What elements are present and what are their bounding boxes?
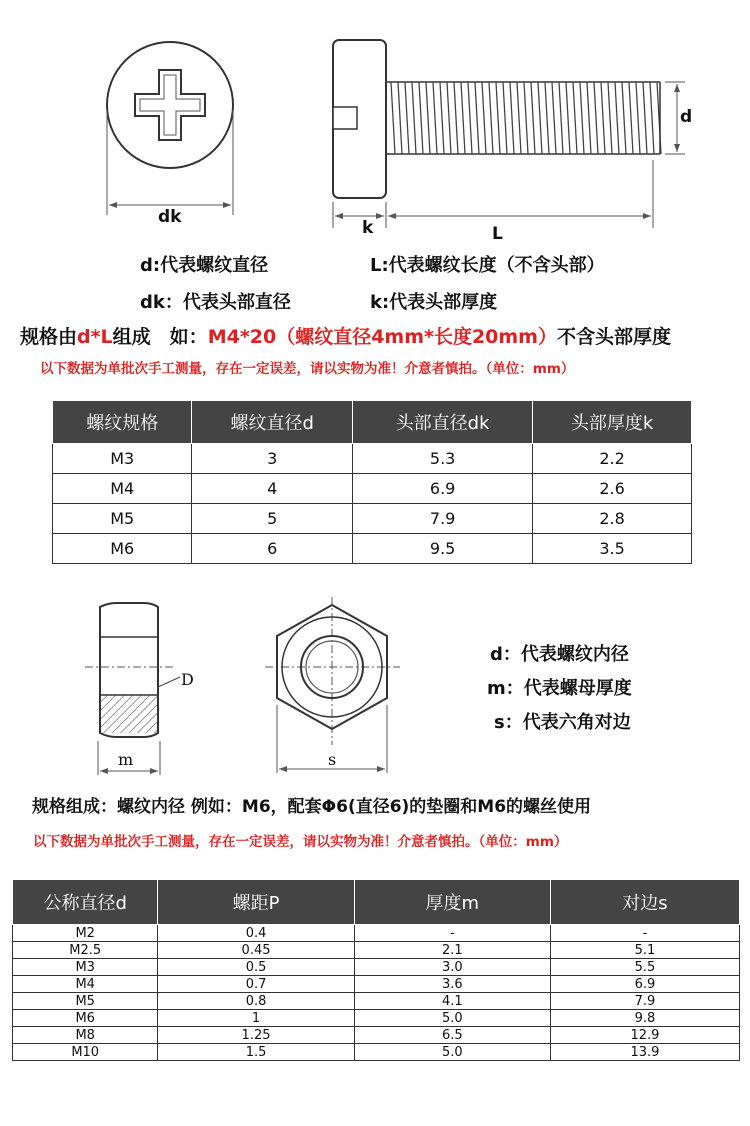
table-cell: 4.1 — [354, 993, 550, 1010]
table-row — [13, 976, 740, 993]
table-row — [13, 993, 740, 1010]
table-header-row — [53, 401, 692, 444]
spec-suffix: 不含头部厚度 — [556, 326, 671, 348]
table-cell: 1.5 — [158, 1044, 354, 1061]
label-m: m — [118, 750, 134, 769]
header-cell: 对边s — [550, 880, 739, 925]
table-cell: 5.5 — [550, 959, 739, 976]
table-cell: 6 — [192, 534, 353, 564]
table-row — [13, 942, 740, 959]
table-cell: 5.0 — [354, 1010, 550, 1027]
table-cell: M4 — [13, 976, 158, 993]
table-cell: 6.9 — [550, 976, 739, 993]
table-cell: 3.6 — [354, 976, 550, 993]
table-row — [13, 1044, 740, 1061]
screw-spec-line — [20, 322, 671, 349]
table-cell: 6.9 — [353, 474, 533, 504]
table-cell: 9.5 — [353, 534, 533, 564]
legend-d: d:代表螺纹直径 — [140, 255, 269, 276]
table-cell: 0.5 — [158, 959, 354, 976]
table-header-row — [13, 880, 740, 925]
table-cell: 9.8 — [550, 1010, 739, 1027]
table-cell: M5 — [13, 993, 158, 1010]
table-cell: 3.5 — [533, 534, 692, 564]
legend-dk: dk：代表头部直径 — [140, 292, 291, 313]
table-row — [13, 925, 740, 942]
table-cell: M3 — [53, 444, 192, 474]
table-row — [13, 959, 740, 976]
table-cell: M2.5 — [13, 942, 158, 959]
table-cell: 0.8 — [158, 993, 354, 1010]
table-row — [53, 474, 692, 504]
header-cell: 螺纹规格 — [53, 401, 192, 444]
table-cell: 2.6 — [533, 474, 692, 504]
table-cell: 7.9 — [353, 504, 533, 534]
screw-side-view — [325, 30, 705, 240]
table-row — [53, 444, 692, 474]
table-cell: 0.4 — [158, 925, 354, 942]
table-cell: 2.1 — [354, 942, 550, 959]
nut-legend-m: m：代表螺母厚度 — [487, 678, 632, 699]
table-cell: M10 — [13, 1044, 158, 1061]
spec-example: M4*20（螺纹直径4mm*长度20mm） — [207, 326, 557, 348]
nut-legend-s: s：代表六角对边 — [494, 712, 631, 733]
label-dk: dk — [158, 207, 182, 227]
header-cell: 厚度m — [354, 880, 550, 925]
header-cell: 头部直径dk — [353, 401, 533, 444]
table-cell: 13.9 — [550, 1044, 739, 1061]
table-cell: M2 — [13, 925, 158, 942]
legend-k: k:代表头部厚度 — [370, 292, 498, 313]
table-cell: 1 — [158, 1010, 354, 1027]
note-bottom: 以下数据为单批次手工测量，存在一定误差，请以实物为准！介意者慎拍。（单位：mm） — [33, 834, 568, 850]
table-cell: 0.45 — [158, 942, 354, 959]
header-cell: 螺纹直径d — [192, 401, 353, 444]
table-cell: - — [550, 925, 739, 942]
header-cell: 公称直径d — [13, 880, 158, 925]
table-cell: M5 — [53, 504, 192, 534]
table-row — [13, 1027, 740, 1044]
table-cell: 3.0 — [354, 959, 550, 976]
table-row — [53, 534, 692, 564]
table-cell: 5.1 — [550, 942, 739, 959]
header-cell: 头部厚度k — [533, 401, 692, 444]
table-cell: 0.7 — [158, 976, 354, 993]
table-cell: M3 — [13, 959, 158, 976]
note-top: 以下数据为单批次手工测量，存在一定误差，请以实物为准！介意者慎拍。（单位：mm） — [40, 361, 575, 377]
table-cell: 5.0 — [354, 1044, 550, 1061]
screw-head-front-view — [95, 35, 245, 235]
table-cell: M8 — [13, 1027, 158, 1044]
spec-prefix: 规格由 — [20, 326, 78, 348]
table-cell: M4 — [53, 474, 192, 504]
table-row — [13, 1010, 740, 1027]
nut-spec-line: 规格组成：螺纹内径 例如：M6，配套Φ6(直径6)的垫圈和M6的螺丝使用 — [32, 797, 592, 817]
table-cell: 2.2 — [533, 444, 692, 474]
nut-legend-d: d：代表螺纹内径 — [490, 644, 629, 665]
header-cell: 螺距P — [158, 880, 354, 925]
table-cell: 12.9 — [550, 1027, 739, 1044]
label-L: L — [492, 224, 503, 244]
table-cell: - — [354, 925, 550, 942]
table-cell: 4 — [192, 474, 353, 504]
label-s: s — [328, 750, 337, 769]
table-row — [53, 504, 692, 534]
spec-formula: d*L — [77, 326, 113, 348]
label-k: k — [362, 218, 374, 238]
legend-L: L:代表螺纹长度（不含头部） — [370, 255, 605, 276]
table-cell: M6 — [13, 1010, 158, 1027]
label-D: D — [181, 670, 194, 689]
table-cell: 5 — [192, 504, 353, 534]
nut-side-view — [80, 595, 210, 785]
screw-spec-table — [52, 400, 692, 564]
table-cell: 2.8 — [533, 504, 692, 534]
table-cell: 6.5 — [354, 1027, 550, 1044]
spec-mid: 组成 如： — [112, 326, 208, 348]
table-cell: 1.25 — [158, 1027, 354, 1044]
table-cell: 3 — [192, 444, 353, 474]
label-d: d — [680, 107, 693, 127]
table-cell: M6 — [53, 534, 192, 564]
table-cell: 5.3 — [353, 444, 533, 474]
table-cell: 7.9 — [550, 993, 739, 1010]
nut-spec-table — [12, 879, 740, 1061]
